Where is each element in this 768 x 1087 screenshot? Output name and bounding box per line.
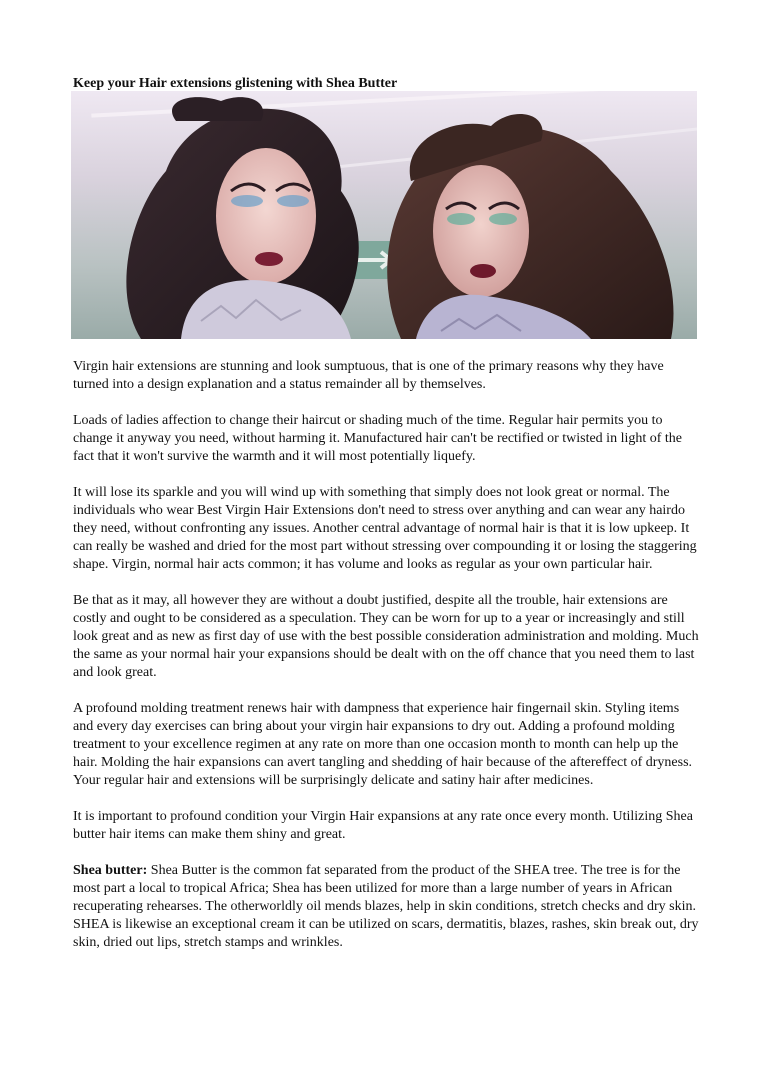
shea-paragraph [73, 862, 701, 952]
paragraph: It is important to profound condition your Virgin Hair expansions at any rate once every month. Utilizing Shea butter hair items can make them shiny and great. [73, 809, 693, 842]
paragraph: Loads of ladies affection to change their haircut or shading much of the time. Regular hair permits you to change it anyway you need, without harming it. Manufactured hair can't be rectified or twisted in light of the fact that it won't survive the warmth and it will most potentially liquefy. [73, 413, 682, 464]
shea-text: Shea Butter is the common fat separated from the product of the SHEA tree. The tree is for the most part a local to tropical Africa; Shea has been utilized for more than a large number of years in African recuperating rehearses. The otherworldly oil mends blazes, help in skin conditions, stretch checks and dry skin. SHEA is likewise an exceptional cream it can be utilized on scars, dermatitis, blazes, rashes, skin break out, dry skin, dried out lips, stretch stamps and wrinkles. [73, 863, 699, 950]
hero-photo [71, 91, 697, 339]
photo-two-women-braided-hair-icon [71, 91, 697, 339]
page-title: Keep your Hair extensions glistening with Shea Butter [73, 76, 398, 91]
paragraph: A profound molding treatment renews hair with dampness that experience hair fingernail skin. Styling items and every day exercises can bring about your virgin hair expansions to dry out. Adding a profound molding treatment to your excellence regimen at any rate on more than one occasion month to month can help up the hair. Molding the hair expansions can avert tangling and shedding of hair because of the aftereffect of dryness. Your regular hair and extensions will be surprisingly delicate and satiny hair after medicines. [73, 701, 693, 788]
paragraph: It will lose its sparkle and you will wind up with something that simply does not look great or normal. The individuals who wear Best Virgin Hair Extensions don't need to stress over anything and can wear any hairdo they need, without confronting any issues. Another central advantage of normal hair is that it is low upkeep. It can really be washed and dried for the most part without stressing over compounding it or losing the staggering shape. Virgin, normal hair acts common; it has volume and looks as regular as your own particular hair. [73, 485, 697, 572]
article-body [73, 358, 701, 952]
paragraph: Be that as it may, all however they are without a doubt justified, despite all the trouble, hair extensions are costly and ought to be considered as a speculation. They can be worn for up to a year or increasingly and still look great and as new as first day of use with the best possible consideration administration and molding. Much the same as your normal hair your expansions should be dealt with on the off chance that you need them to last and look great. [73, 593, 699, 680]
shea-lead: Shea butter: [73, 863, 148, 878]
paragraph: Virgin hair extensions are stunning and look sumptuous, that is one of the primary reasons why they have turned into a design explanation and a status remainder all by themselves. [73, 359, 664, 392]
